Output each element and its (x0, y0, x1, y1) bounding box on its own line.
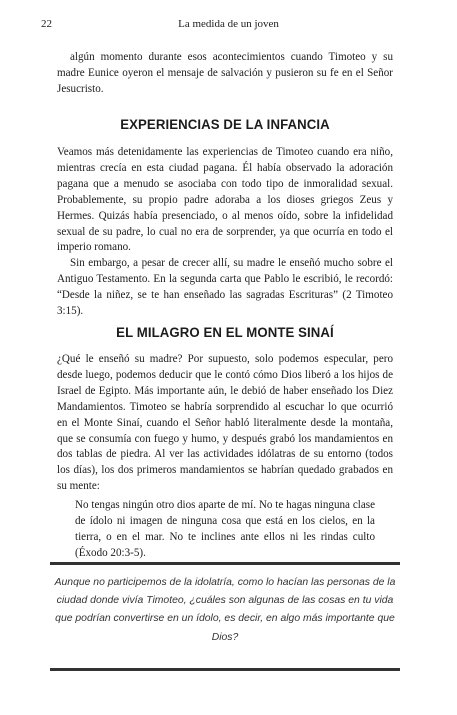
section-heading-infancia: EXPERIENCIAS DE LA INFANCIA (120, 117, 330, 133)
section-infancia-body (57, 145, 393, 320)
reflection-callout (50, 562, 400, 672)
infancia-paragraph-1: Veamos más detenidamente las experiencias de Timoteo cuando era niño, mientras crecía en esta ciudad pagana. Él había observado la adoración pagana que a menudo se asociaba con todo tipo de inmoralidad sexual. Probablemente, su propio padre adoraba a los dioses griegos Zeus y Hermes. Quizás había presenciado, o al menos oído, sobre la infidelidad sexual de su padre, lo cual no era de sorprender, ya que ocurría en todo el imperio romano. (57, 146, 393, 254)
section-heading-sinai: EL MILAGRO EN EL MONTE SINAÍ (116, 325, 334, 341)
scripture-quote-block (75, 497, 375, 561)
section-heading-infancia-block (57, 117, 393, 133)
callout-bottom-rule (50, 668, 400, 671)
page-header (41, 18, 416, 34)
section-sinai-body (57, 352, 393, 495)
running-title: La medida de un joven (178, 18, 279, 30)
intro-paragraph: algún momento durante esos acontecimientos cuando Timoteo y su madre Eunice oyeron el mensaje de salvación y pusieron su fe en el Señor Jesucristo. (57, 51, 393, 95)
callout-top-rule (50, 562, 400, 565)
callout-text: Aunque no participemos de la idolatría, como lo hacían las personas de la ciudad donde vivía Timoteo, ¿cuáles son algunas de las cosas en tu vida que podrían convertirse en un ídolo, es decir, en algo más importante que Dios? (54, 577, 396, 643)
intro-paragraph-block (57, 50, 393, 98)
section-heading-sinai-block (57, 325, 393, 341)
sinai-paragraph: ¿Qué le enseñó su madre? Por supuesto, solo podemos especular, pero desde luego, podemos deducir que le contó cómo Dios liberó a los hijos de Israel de Egipto. Más importante aún, le debió de haber enseñado los Diez Mandamientos. Timoteo se habría sorprendido al escuchar lo que ocurrió en el Monte Sinaí, cuando el Señor habló literalmente desde la montaña, que se consumía con fuego y humo, y después grabó los mandamientos en dos tablas de piedra. Al ver las actividades idólatras de su entorno (todos los días), los dos primeros mandamientos se habrían quedado grabados en su mente: (57, 353, 393, 493)
page-number: 22 (41, 18, 52, 30)
infancia-paragraph-2: Sin embargo, a pesar de crecer allí, su madre le enseñó mucho sobre el Antiguo Testamento. En la segunda carta que Pablo le escribió, le recordó: “Desde la niñez, se te han enseñado las sagradas Escrituras” (2 Timoteo 3:15). (57, 257, 393, 318)
scripture-quote: No tengas ningún otro dios aparte de mí. No te hagas ninguna clase de ídolo ni imagen de ninguna cosa que está en los cielos, en la tierra, o en el mar. No te inclines ante ellos ni les rindas culto (Éxodo 20:3-5). (75, 499, 375, 559)
